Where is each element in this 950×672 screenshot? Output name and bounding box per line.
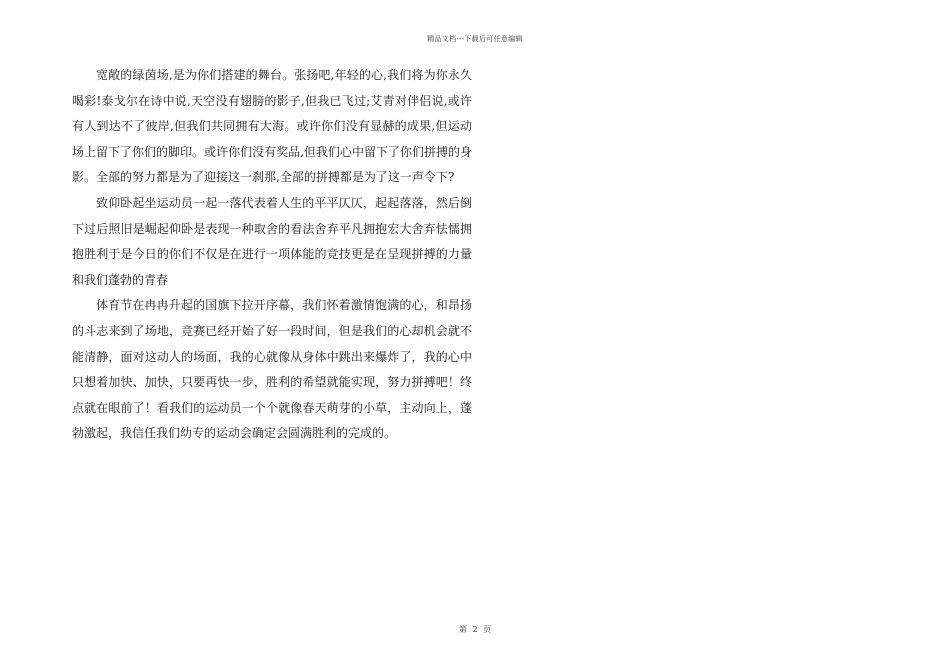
page-number: 第 2 页 [458,625,492,634]
paragraph-2: 致仰卧起坐运动员一起一落代表着人生的平平仄仄，起起落落，然后倒下过后照旧是崛起仰卧是表现一种取舍的看法舍弃平凡拥抱宏大舍弃怯懦拥抱胜利于是今日的你们不仅是在进行一项体能的竞技更是在呈现拼搏的力量和我们蓬勃的青春 [72,195,472,287]
paragraph-3: 体育节在冉冉升起的国旗下拉开序幕，我们怀着激情饱满的心，和昂扬的斗志来到了场地，竞赛已经开始了好一段时间，但是我们的心却机会就不能清静，面对这动人的场面，我的心就像从身体中跳出来爆炸了，我的心中只想着加快、加快，只要再快一步，胜利的希望就能实现，努力拼搏吧！终点就在眼前了！看我们的运动员一个个就像春天萌芽的小草，主动向上，蓬勃激起，我信任我们幼专的运动会确定会圆满胜利的完成的。 [72,298,472,441]
paragraph-1: 宽敞的绿茵场,是为你们搭建的舞台。张扬吧,年轻的心,我们将为你永久喝彩!泰戈尔在诗中说,天空没有翅膀的影子,但我已飞过;艾青对伴侣说,或许有人到达不了彼岸,但我们共同拥有大海。或许你们没有显赫的成果,但运动场上留下了你们的脚印。或许你们没有奖品,但我们心中留下了你们拼搏的身影。全部的努力都是为了迎接这一刹那,全部的拼搏都是为了这一声令下? [72,68,472,185]
page-header: 精品文档---下载后可任意编辑 [427,35,523,43]
body-text [72,63,472,447]
